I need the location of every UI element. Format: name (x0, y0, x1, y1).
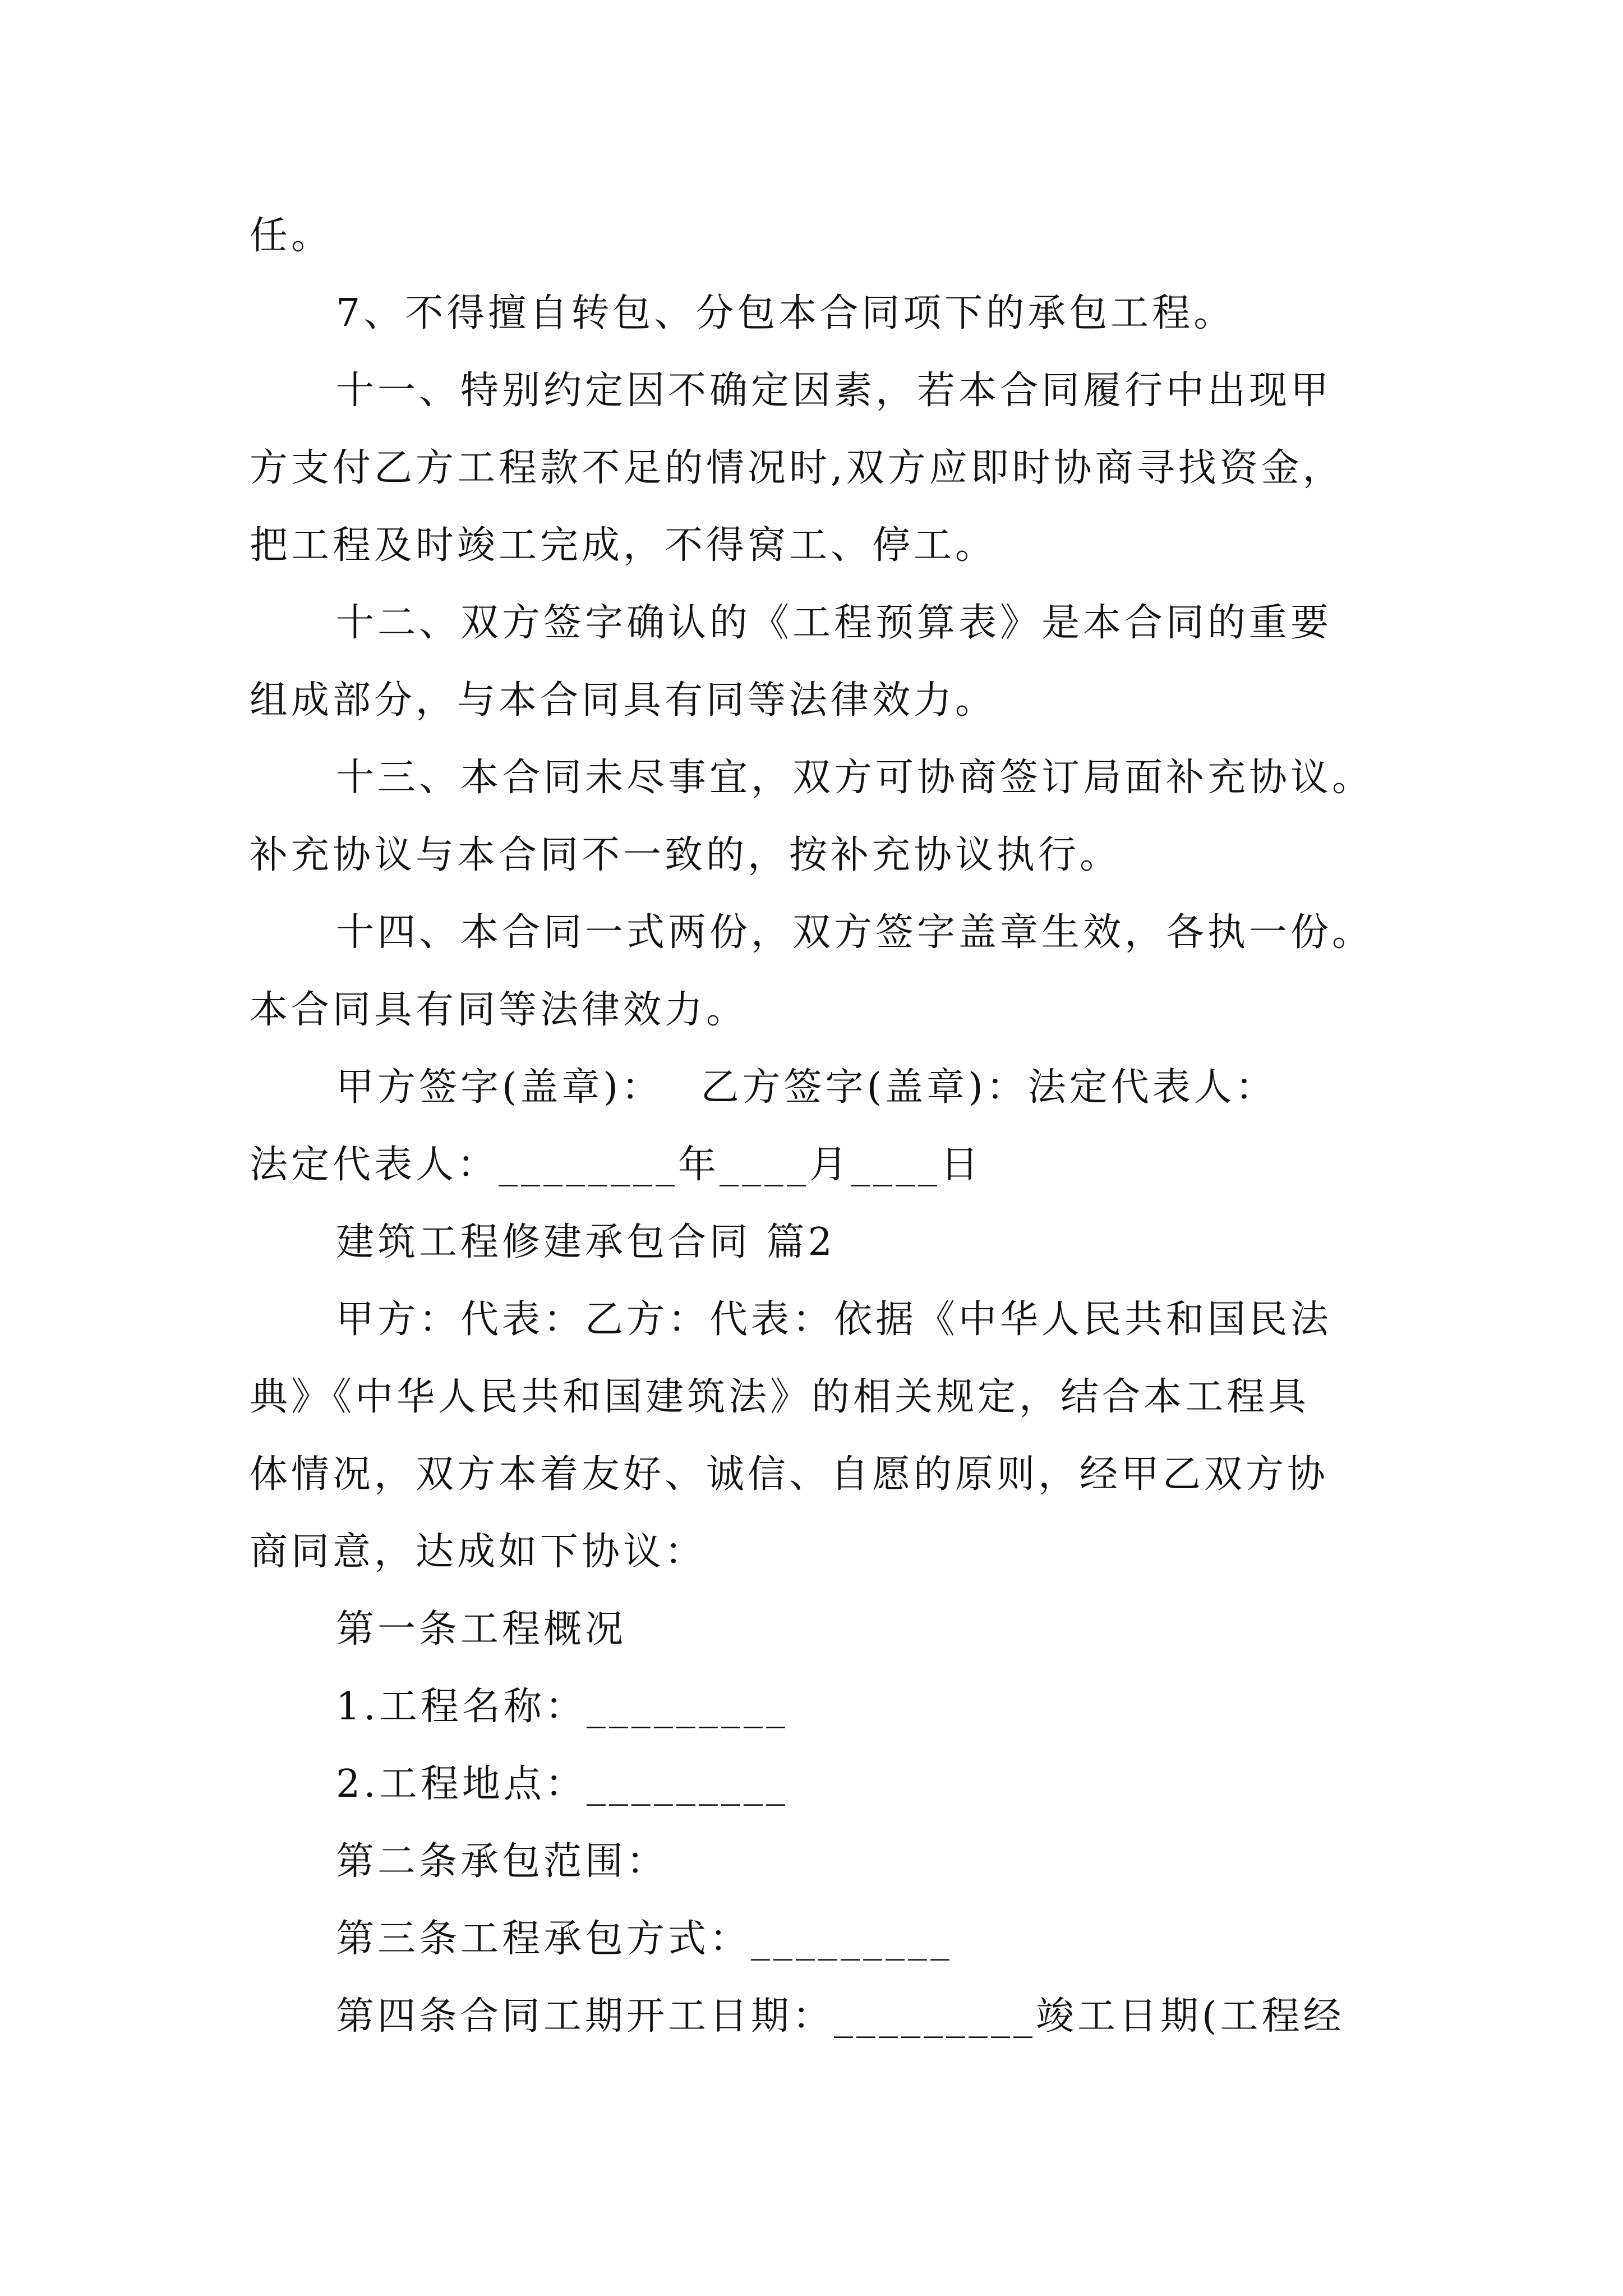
project-location-line: 2.工程地点：_________ (336, 1762, 789, 1806)
text-line: 十三、本合同未尽事宜，双方可协商签订局面补充协议。 (336, 756, 1374, 800)
article-heading: 第二条承包范围： (336, 1839, 668, 1884)
text-line: 十二、双方签字确认的《工程预算表》是本合同的重要 (336, 601, 1332, 645)
date-line: 法定代表人：________年____月____日 (250, 1143, 983, 1187)
text-line: 典》《中华人民共和国建筑法》的相关规定，结合本工程具 (250, 1375, 1310, 1419)
text-line: 补充协议与本合同不一致的，按补充协议执行。 (250, 833, 1122, 877)
text-line: 方支付乙方工程款不足的情况时,双方应即时协商寻找资金， (250, 446, 1344, 490)
text-line: 组成部分，与本合同具有同等法律效力。 (250, 678, 997, 723)
article-heading: 第三条工程承包方式：_________ (336, 1917, 953, 1961)
text-line: 十四、本合同一式两份，双方签字盖章生效，各执一份。 (336, 910, 1374, 955)
text-line: 商同意，达成如下协议： (250, 1530, 707, 1574)
text-line: 甲方：代表：乙方：代表：依据《中华人民共和国民法 (336, 1297, 1332, 1342)
section-heading: 建筑工程修建承包合同 篇2 (336, 1220, 836, 1264)
text-line: 7、不得擅自转包、分包本合同项下的承包工程。 (336, 291, 1235, 335)
signature-line: 甲方签字(盖章)： 乙方签字(盖章)：法定代表人： (336, 1065, 1277, 1110)
project-name-line: 1.工程名称：_________ (336, 1685, 789, 1729)
document-body (250, 197, 1374, 2055)
article-heading: 第一条工程概况 (336, 1607, 627, 1651)
article-heading: 第四条合同工期开工日期：_________竣工日期(工程经 (336, 1994, 1345, 2039)
text-line: 体情况，双方本着友好、诚信、自愿的原则，经甲乙双方协 (250, 1452, 1329, 1497)
text-line: 任。 (250, 214, 333, 258)
text-line: 把工程及时竣工完成，不得窝工、停工。 (250, 523, 997, 568)
text-line: 本合同具有同等法律效力。 (250, 988, 748, 1032)
text-line: 十一、特别约定因不确定因素，若本合同履行中出现甲 (336, 369, 1332, 413)
